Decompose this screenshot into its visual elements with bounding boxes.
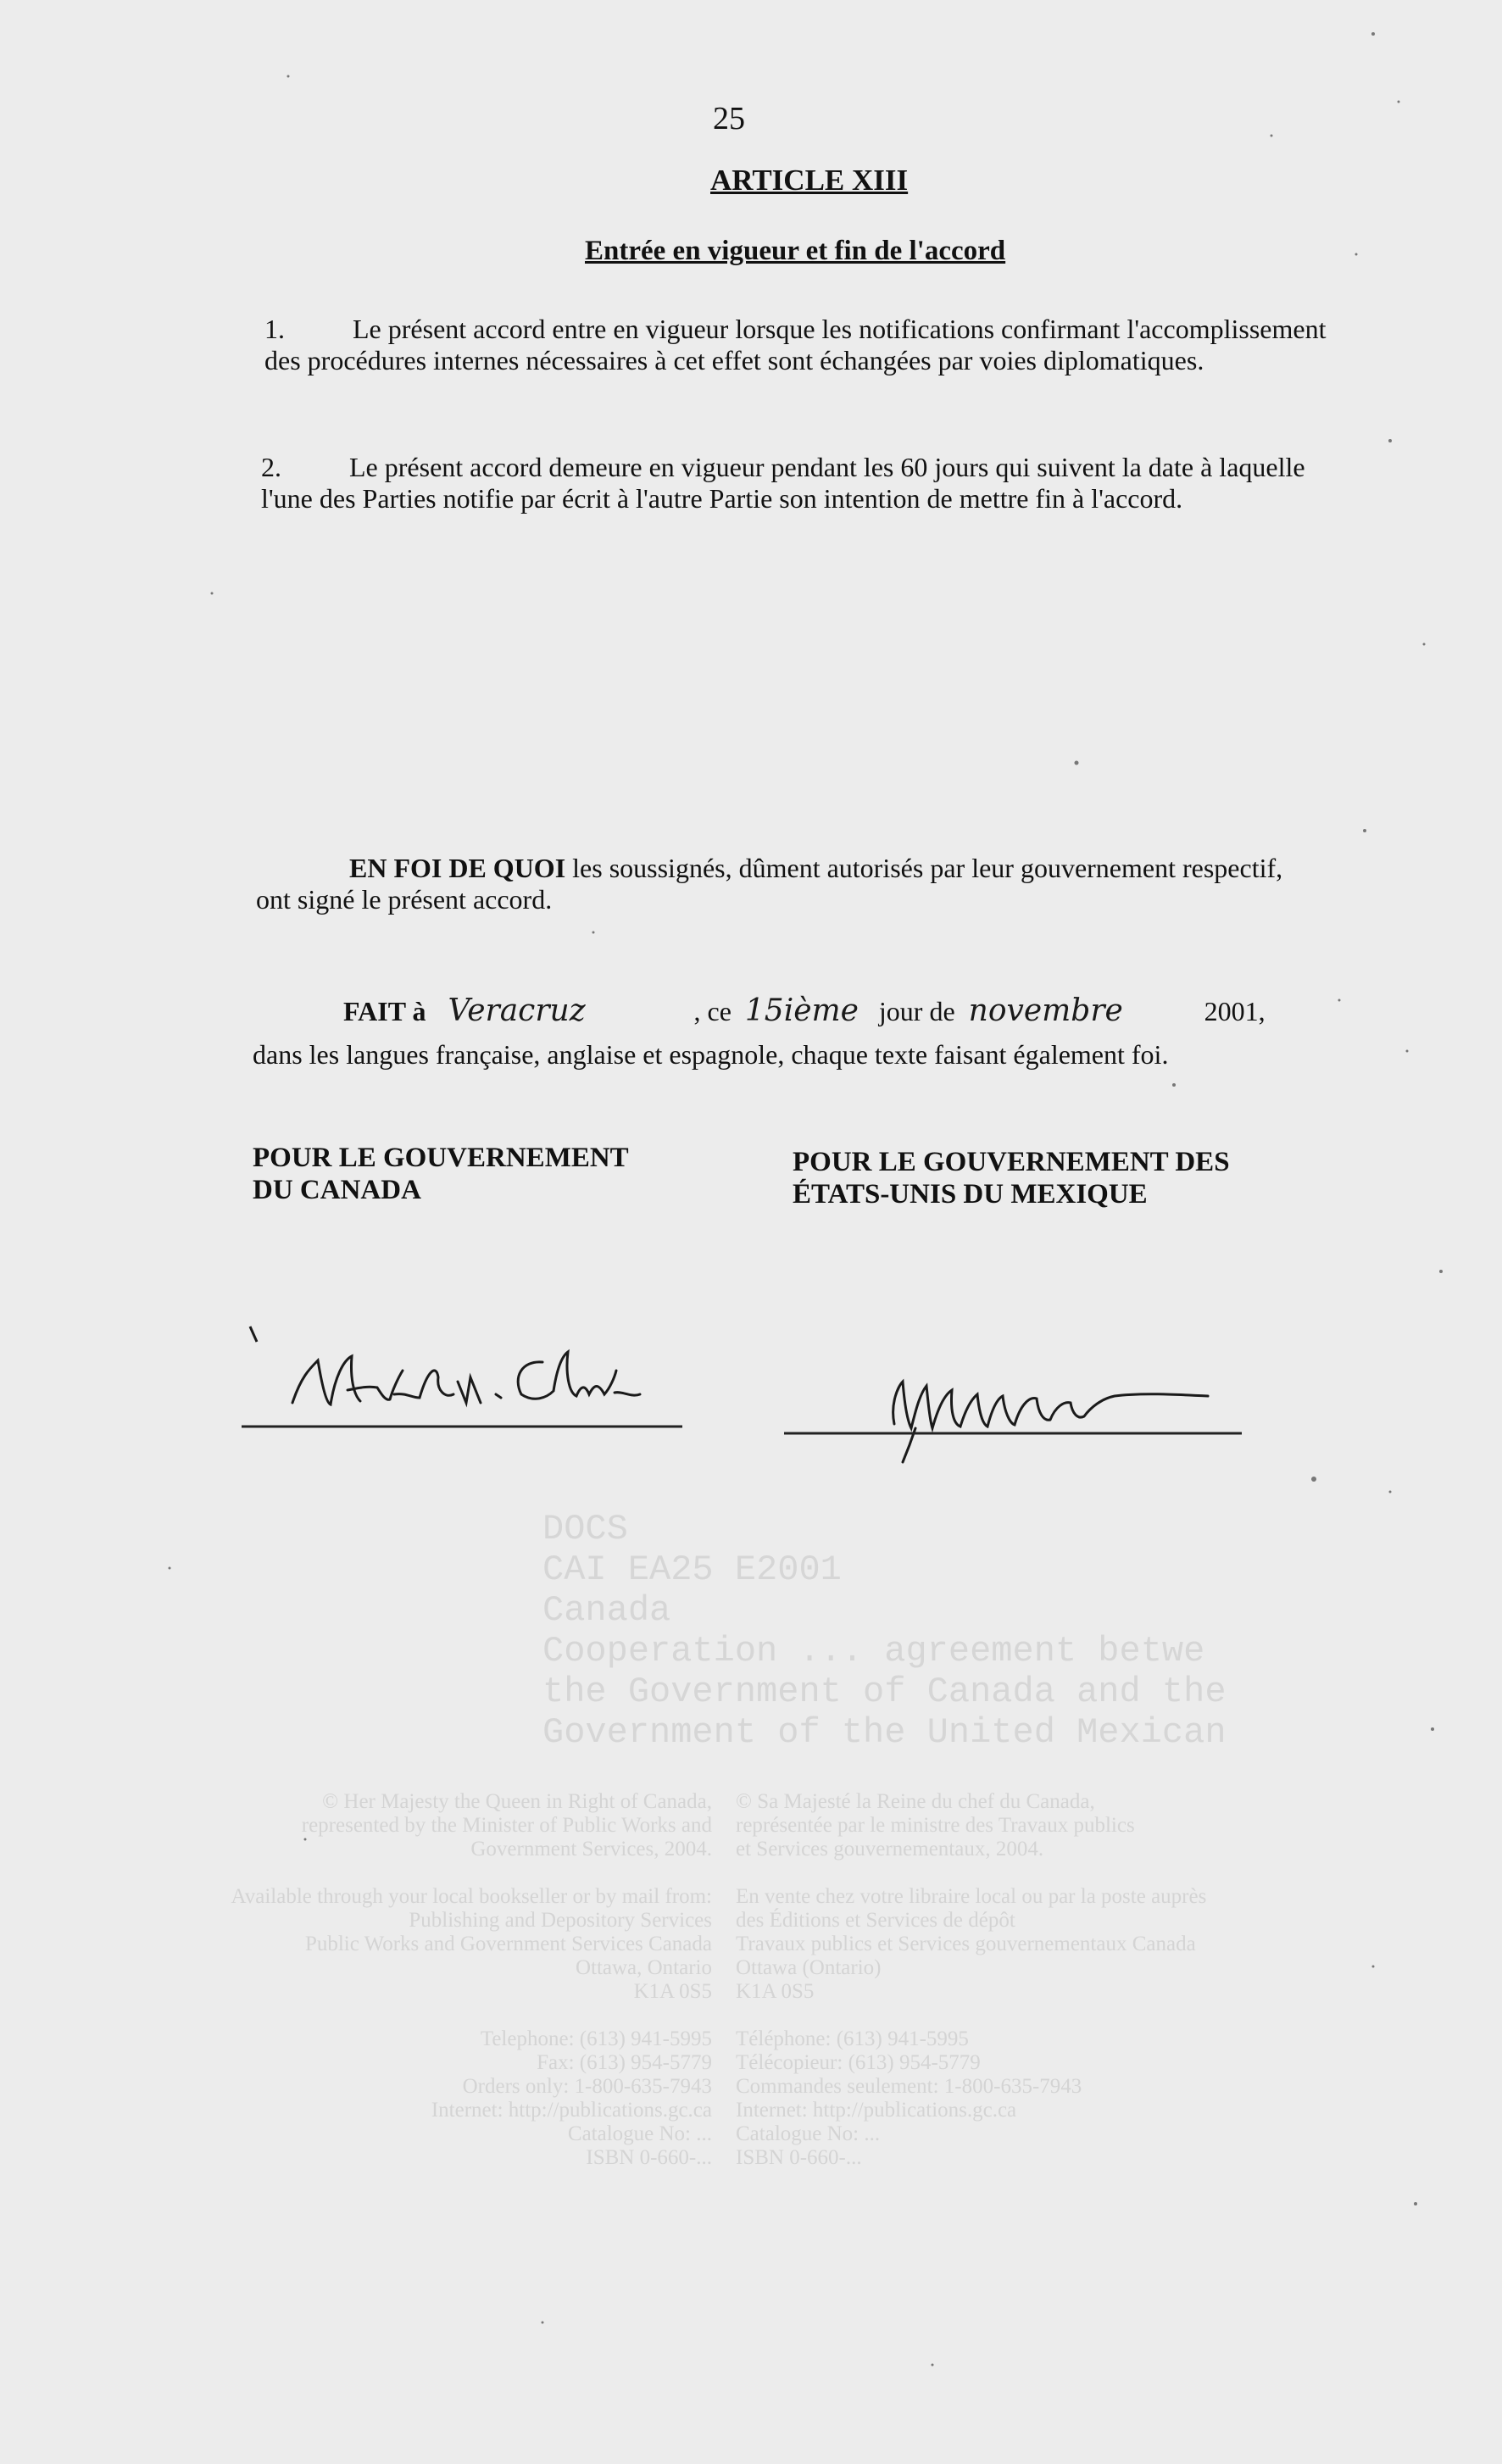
signatory-mexico-line1: POUR LE GOUVERNEMENT DES [793,1147,1230,1177]
handwritten-month: novembre [968,993,1123,1028]
year: 2001, [1204,996,1266,1026]
languages-line: dans les langues française, anglaise et espagnole, chaque texte faisant également foi. [253,1039,1169,1070]
ce-label: , ce [693,996,732,1026]
article-subtitle: Entrée en vigueur et fin de l'accord [585,236,1006,266]
handwritten-place: Veracruz [448,993,586,1028]
signatory-mexico-line2: ÉTATS-UNIS DU MEXIQUE [793,1179,1148,1210]
paragraph-text: Le présent accord demeure en vigueur pendant les 60 jours qui suivent la date à laquelle l'une des Parties notifie par écrit à l'autre Partie son intention de mettre fin à l'accord. [261,452,1305,514]
done-at-prefix: FAIT à [343,996,426,1026]
witness-text: les soussignés, dûment autorisés par leur gouvernement respectif, ont signé le présent accord. [256,853,1283,915]
jour-de-label: jour de [878,996,955,1026]
signatory-canada-line1: POUR LE GOUVERNEMENT [253,1143,629,1173]
bleed-through-left-column: © Her Majesty the Queen in Right of Canada, represented by the Minister of Public Works and Government Services, 2004. Available through your local bookseller or by mail from: Publishing and Depository Services Public Works and Government Services Canada Ottawa, Ontario K1A 0S5 Telephone: (613) 941-5995 Fax: (613) 954-5779 Orders only: 1-800-635-7943 Internet: http://publications.gc.ca Catalogue No: ... ISBN 0-660-... [231,1790,712,2169]
witness-lead: EN FOI DE QUOI [349,853,566,883]
paragraph-text: Le présent accord entre en vigueur lorsque les notifications confirmant l'accomplissement des procédures internes nécessaires à cet effet sont échangées par voies diplomatiques. [264,314,1327,375]
page-number: 25 [713,101,745,136]
bleed-through-right-column: © Sa Majesté la Reine du chef du Canada, représentée par le ministre des Travaux publics et Services gouvernementaux, 2004. En vente chez votre libraire local ou par la poste auprès des Éditions et Services de dépôt Travaux publics et Services gouvernementaux Canada Ottawa (Ontario) K1A 0S5 Téléphone: (613) 941-5995 Télécopieur: (613) 954-5779 Commandes seulement: 1-800-635-7943 Internet: http://publications.gc.ca Catalogue No: ... ISBN 0-660-... [736,1790,1207,2169]
paragraph-number: 2. [261,452,281,482]
signatory-canada-line2: DU CANADA [253,1175,421,1205]
handwritten-day: 15ième [744,993,859,1028]
paragraph-number: 1. [264,314,285,344]
article-title: ARTICLE XIII [710,164,909,197]
bleed-through-code: DOCS CAI EA25 E2001 Canada Cooperation ... agreement betwe the Government of Canada and the Government of the United Mexican [542,1509,1227,1753]
